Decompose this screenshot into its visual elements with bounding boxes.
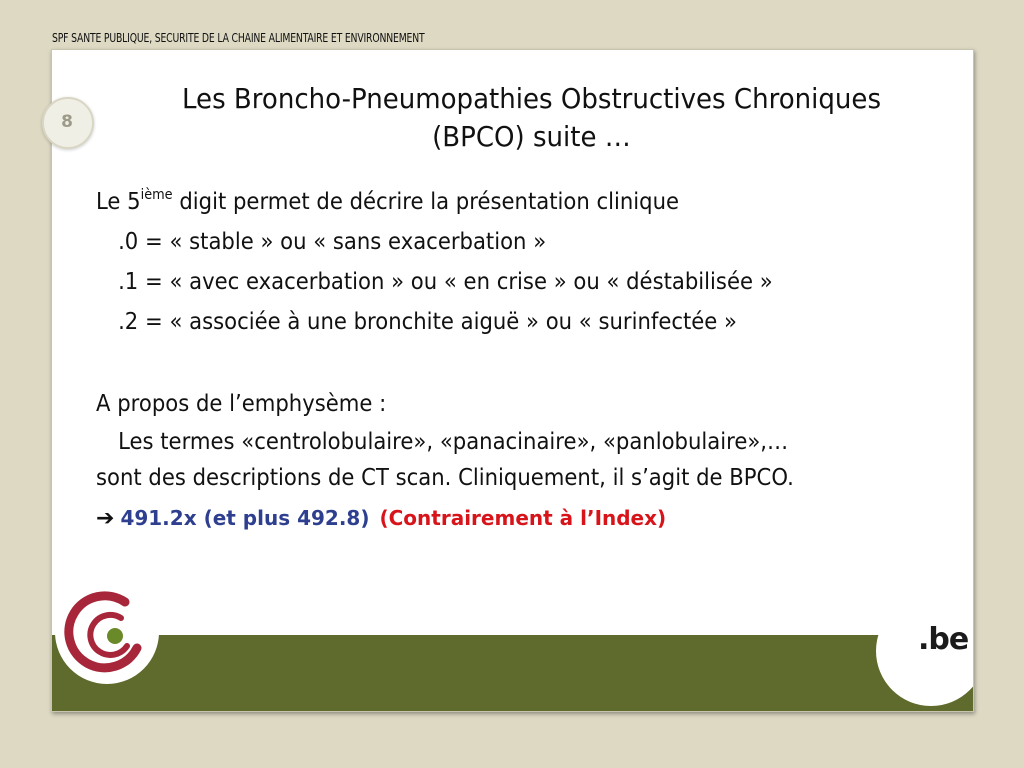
note-text: (Contrairement à l’Index) (379, 506, 667, 530)
intro-line (96, 182, 878, 222)
code-line (96, 498, 946, 539)
right-arrow-icon: ➔ (96, 506, 115, 531)
list-item: .1 = « avec exacerbation » ou « en crise » ou « déstabilisée » (118, 269, 773, 295)
spf-health-logo-icon (55, 580, 159, 684)
intro-after: digit permet de décrire la présentation clinique (172, 189, 680, 215)
be-logo (918, 622, 968, 657)
code-text: 491.2x (et plus 492.8) (120, 506, 370, 530)
slide-body (96, 182, 946, 539)
organization-header: SPF SANTE PUBLIQUE, SECURITE DE LA CHAINE ALIMENTAIRE ET ENVIRONNEMENT (52, 31, 425, 45)
be-logo-text: .be (918, 622, 969, 657)
emphysema-heading: A propos de l’emphysème : (96, 391, 387, 417)
slide-title-line2: (BPCO) suite … (432, 120, 631, 153)
page-number: 8 (61, 112, 73, 132)
list-item: .2 = « associée à une bronchite aiguë » ou « surinfectée » (118, 309, 738, 335)
slide (51, 49, 974, 712)
list-item: .0 = « stable » ou « sans exacerbation » (118, 229, 547, 255)
emphysema-text-line1: Les termes «centrolobulaire», «panacinaire», «panlobulaire»,… (118, 429, 789, 455)
intro-before: Le 5 (96, 189, 141, 215)
slide-title-line1: Les Broncho-Pneumopathies Obstructives Chroniques (181, 82, 882, 115)
page-number-badge (42, 97, 94, 149)
footer-band (52, 635, 973, 711)
emphysema-text-line2: sont des descriptions de CT scan. Cliniquement, il s’agit de BPCO. (96, 465, 794, 491)
logo-circle (55, 580, 159, 684)
slide-title (149, 80, 914, 156)
intro-superscript: ième (140, 187, 173, 203)
